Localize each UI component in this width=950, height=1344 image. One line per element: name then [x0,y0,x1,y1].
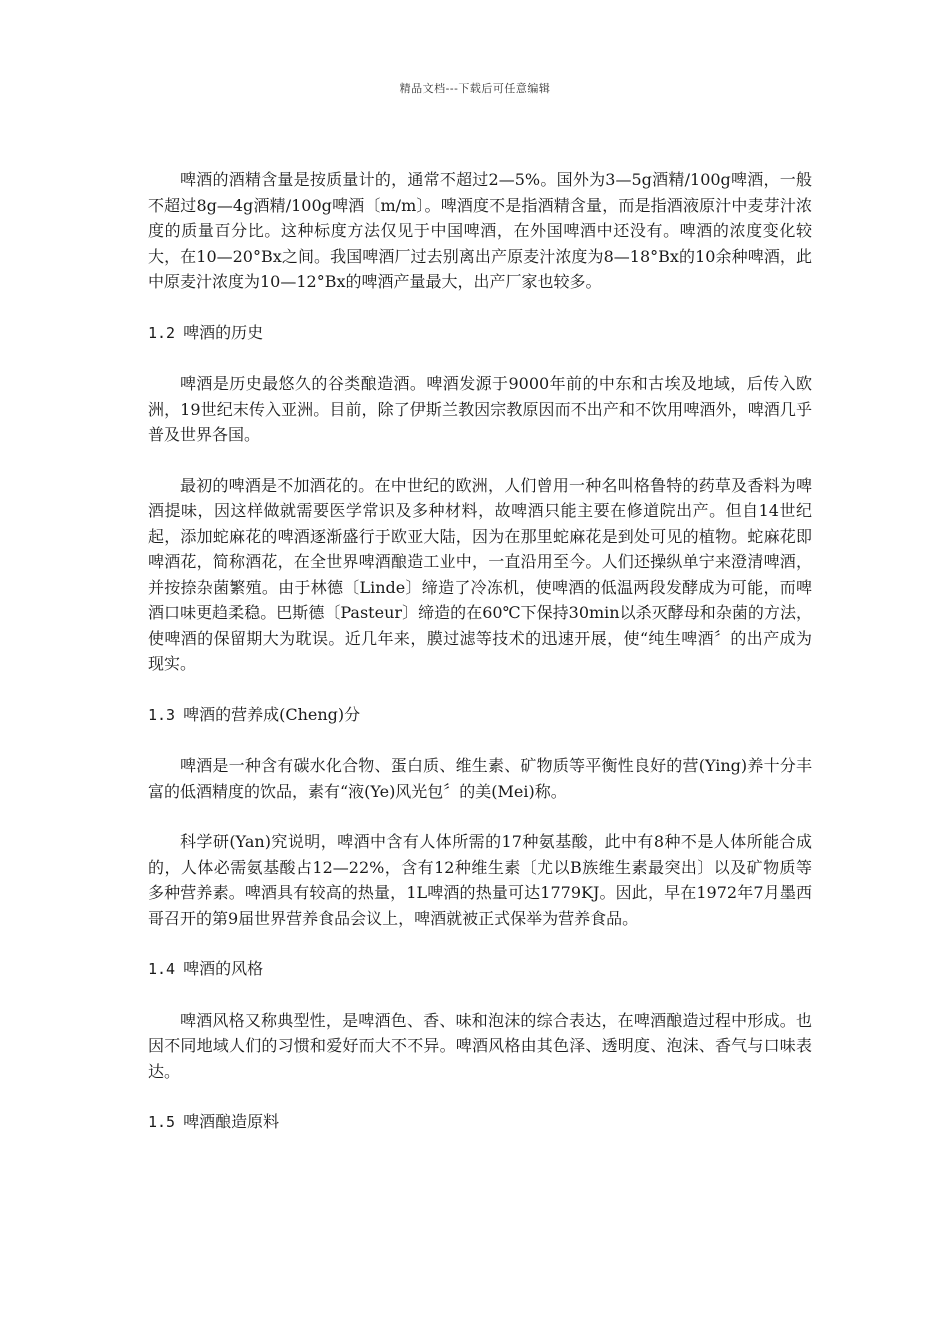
section-heading-history [148,320,812,347]
paragraph-history-origin: 啤酒是历史最悠久的谷类酿造酒。啤酒发源于9000年前的中东和古埃及地域，后传入欧洲，19世纪末传入亚洲。目前，除了伊斯兰教因宗教原因而不出产和不饮用啤酒外，啤酒几乎普及世界各国。 [148,374,812,444]
paragraph-alcohol-content: 啤酒的酒精含量是按质量计的，通常不超过2—5%。国外为3—5g酒精/100g啤酒，一般不超过8g—4g酒精/100g啤酒〔m/m〕。啤酒度不是指酒精含量，而是指酒液原汁中麦芽汁浓度的质量百分比。这种标度方法仅见于中国啤酒，在外国啤酒中还没有。啤酒的浓度变化较大，在10—20°Bx之间。我国啤酒厂过去别离出产原麦汁浓度为8—18°Bx的10余种啤酒，此中原麦汁浓度为10—12°Bx的啤酒产量最大，出产厂家也较多。 [148,170,812,291]
section-title: 啤酒酿造原料 [183,1112,280,1131]
section-heading-raw-materials [148,1109,812,1136]
page-header: 精品文档---下载后可任意编辑 [399,82,551,95]
section-heading-style [148,956,812,983]
section-title: 啤酒的风格 [183,959,264,978]
paragraph-nutrition-research: 科学研(Yan)究说明，啤酒中含有人体所需的17种氨基酸，此中有8种不是人体所能合成的，人体必需氨基酸占12—22%，含有12种维生素〔尤以B族维生素最突出〕以及矿物质等多种营养素。啤酒具有较高的热量，1L啤酒的热量可达1779KJ。因此，早在1972年7月墨西哥召开的第9届世界营养食品会议上，啤酒就被正式保举为营养食品。 [148,832,812,928]
document-body [148,167,812,1161]
paragraph-history-hops: 最初的啤酒是不加酒花的。在中世纪的欧洲，人们曾用一种名叫格鲁特的药草及香料为啤酒提味，因这样做就需要医学常识及多种材料，故啤酒只能主要在修道院出产。但自14世纪起，添加蛇麻花的啤酒逐渐盛行于欧亚大陆，因为在那里蛇麻花是到处可见的植物。蛇麻花即啤酒花，简称酒花，在全世界啤酒酿造工业中，一直沿用至今。人们还操纵单宁来澄清啤酒，并按捺杂菌繁殖。由于林德〔Linde〕缔造了冷冻机，使啤酒的低温两段发酵成为可能，而啤酒口味更趋柔稳。巴斯德〔Pasteur〕缔造的在60℃下保持30min以杀灭酵母和杂菌的方法，使啤酒的保留期大为耽误。近几年来，膜过滤等技术的迅速开展，使“纯生啤酒〞的出产成为现实。 [148,475,812,673]
section-number: 1.5 [148,1113,176,1131]
section-heading-nutrition [148,702,812,729]
section-number: 1.4 [148,960,176,978]
paragraph-nutrition-summary: 啤酒是一种含有碳水化合物、蛋白质、维生素、矿物质等平衡性良好的营(Ying)养十分丰富的低酒精度的饮品，素有“液(Ye)风光包〞的美(Mei)称。 [148,756,812,801]
section-number: 1.3 [148,705,176,724]
section-title: 啤酒的历史 [183,322,264,342]
section-title: 啤酒的营养成(Cheng)分 [183,704,361,724]
paragraph-style: 啤酒风格又称典型性，是啤酒色、香、味和泡沫的综合表达，在啤酒酿造过程中形成。也因不同地域人们的习惯和爱好而大不不异。啤酒风格由其色泽、透明度、泡沫、香气与口味表达。 [148,1010,812,1081]
section-number: 1.2 [148,323,176,342]
